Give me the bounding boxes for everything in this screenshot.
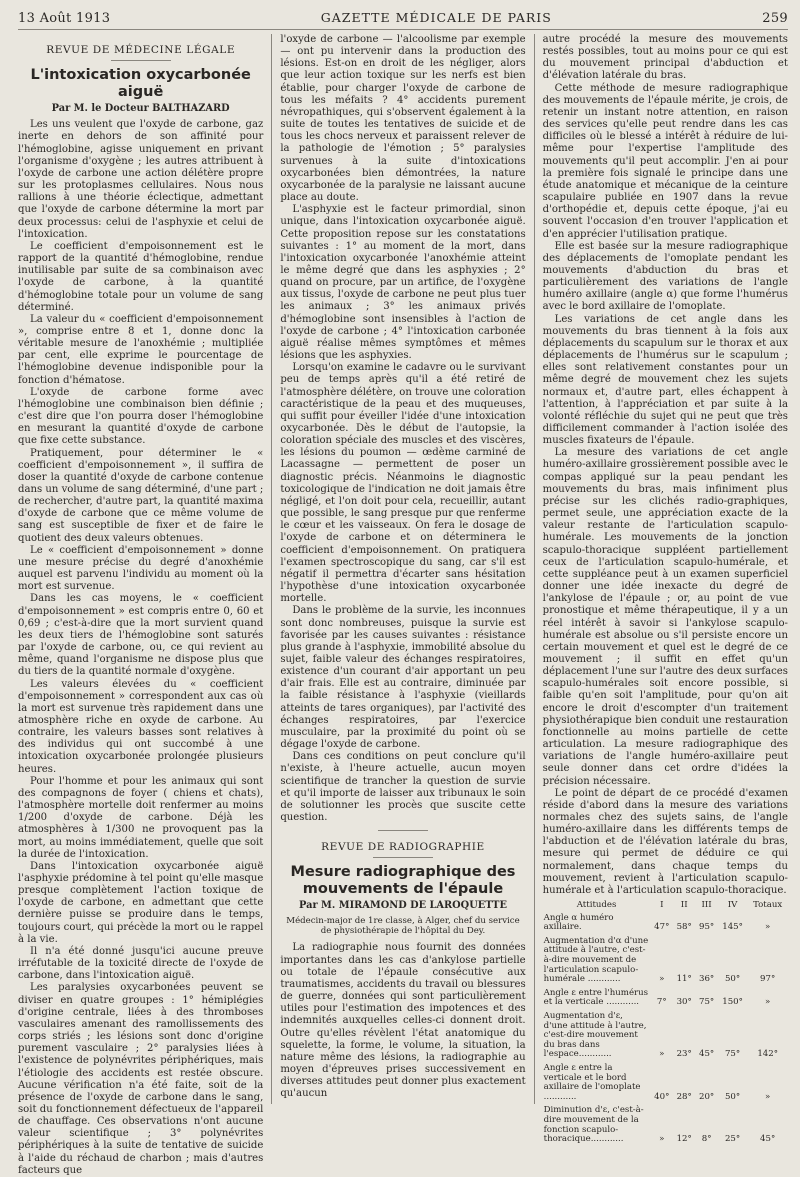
table-cell: 36° <box>699 974 715 985</box>
table-cell: 75° <box>724 1049 741 1060</box>
table-cell: 145° <box>722 922 743 933</box>
table-cell: 45° <box>699 1049 715 1060</box>
table-cell: » <box>659 974 665 985</box>
table-row <box>543 1011 788 1063</box>
table-cell: 75° <box>699 997 715 1008</box>
table-cell: 8° <box>701 1134 712 1145</box>
section-rule <box>378 830 428 831</box>
paragraph: L'oxyde de carbone forme avec l'hémoglobine une combinaison bien définie ; c'est dire que l'on pourra doser l'hémoglobine en mesurant la quantité d'oxyde de carbone que fixe cette substance. <box>18 386 264 447</box>
table-cell: 25° <box>724 1134 741 1145</box>
row-label: Diminution d'ε, c'est-à-dire mouvement de la fonction scapulo-thoracique............ <box>543 1105 644 1145</box>
table-cell: 7° <box>656 997 667 1008</box>
angle-measurement-table <box>543 901 788 1148</box>
table-row <box>543 988 788 1011</box>
table-cell: » <box>765 1091 771 1102</box>
table-cell: 30° <box>676 997 692 1008</box>
paragraph: Pratiquement, pour déterminer le « coefficient d'empoisonnement », il suffira de doser la quantité d'oxyde de carbone contenue dans un volume de sang déterminé, d'une part ; de rechercher, d'autre part, la quantité maxima d'oxyde de carbone que ce même volume de sang est susceptible de fixer et de faire le quotient des deux valeurs obtenues. <box>18 447 264 544</box>
table-cell: » <box>765 997 771 1008</box>
row-label: Angle ε entre l'humérus et la verticale ............ <box>543 987 649 1008</box>
table-cell: » <box>659 1134 665 1145</box>
article-byline-miramond: Par M. MIRAMOND DE LAROQUETTE <box>299 900 507 912</box>
table-cell: 12° <box>676 1134 692 1145</box>
page-number: 259 <box>762 11 788 26</box>
table-row <box>543 936 788 988</box>
paragraph: Cette méthode de mesure radiographique des mouvements de l'épaule mérite, je crois, de retenir un instant notre attention, en raison des services qu'elle peut rendre dans les cas difficiles où le blessé a intérêt à réduire de lui-même pour l'expertise l'amplitude des mouvements qu'il peut accomplir. J'en ai pour la première fois signalé le principe dans une étude anatomique et mécanique de la ceinture scapulaire publiée en 1907 dans la revue d'orthopédie et, depuis cette époque, j'ai eu souvent l'occasion d'en trouver l'application et d'en apprécier l'utilisation pratique. <box>542 82 788 240</box>
table-cell: 50° <box>724 974 741 985</box>
paragraph: autre procédé la mesure des mouvements restés possibles, tout au moins pour ce qui est du mouvement principal d'abduction et d'élévation latérale du bras. <box>542 34 788 82</box>
table-header-cell: Totaux <box>753 900 783 911</box>
row-label: Augmentation d'ε, d'une attitude à l'autre, c'est-dire mouvement du bras dans l'espace............ <box>543 1011 647 1060</box>
paragraph: La valeur du « coefficient d'empoisonnement », comprise entre 8 et 1, donne donc la véritable mesure de l'anoxhémie ; multipliée par cent, elle exprime le pourcentage de l'hémoglobine devenue indisponible pour la fonction d'hématose. <box>18 313 264 386</box>
table-cell: 23° <box>676 1049 692 1060</box>
table-cell: 47° <box>654 922 670 933</box>
author-affiliation: Médecin-major de 1re classe, à Alger, chef du service de physiothérapie de l'hôpital du Dey. <box>286 916 520 937</box>
paragraph: La mesure des variations de cet angle huméro-axillaire grossièrement possible avec le compas appliqué sur la peau pendant les mouvements du bras, mais infiniment plus précise sur les clichés radio-graphiques, permet seule, une appréciation exacte de la valeur restante de l'articulation scapulo-humérale. Les mouvements de la jonction scapulo-thoracique suppléent partiellement ceux de l'articulation scapulo-humérale, et cette suppléance peut à un examen superficiel donner une idée inexacte du degré de l'ankylose de l'épaule ; or, au point de vue pronostique et même thérapeutique, il y a un réel intérêt à savoir si l'ankylose scapulo-humérale est absolue ou s'il persiste encore un certain mouvement et quel est le degré de ce mouvement ; il suffit en effet qu'un déplacement l'une sur l'autre des deux surfaces scapulo-humérales soit encore possible, si faible qu'en soit l'amplitude, pour qu'on ait encore le droit d'escompter d'un traitement physiothérapique bien conduit une restauration fonctionnelle au moins partielle de cette articulation. La mesure radiographique des variations de l'angle huméro-axillaire peut seule donner dans cet ordre d'idées la précision nécessaire. <box>542 447 788 787</box>
paragraph: Elle est basée sur la mesure radiographique des déplacements de l'omoplate pendant les mouvements d'abduction du bras et particulièrement des variations de l'angle huméro axillaire (angle α) que forme l'humérus avec le bord axillaire de l'omoplate. <box>542 240 788 313</box>
paragraph: Dans ces conditions on peut conclure qu'il n'existe, à l'heure actuelle, aucun moyen scientifique de trancher la question de survie et qu'il importe de laisser aux tribunaux le soin de solutionner les procès que suscite cette question. <box>280 751 526 823</box>
paragraph: Les paralysies oxycarbonées peuvent se diviser en quatre groupes : 1° hémiplégies d'origine centrale, liées à des thromboses vasculaires amenant des ramollissements des corps striés ; les lésions sont donc d'origine purement vasculaire ; 2° paralysies liées à l'existence de polynévrites périphériques, mais l'étiologie des accidents est restée obscure. Aucune vérification n'a été faite, soit de la présence de l'oxyde de carbone dans le sang, soit du fonctionnement défectueux de l'appareil de chauffage. Ces observations n'ont aucune valeur scientifique ; 3° polynévrites périphériques à la suite de tentative de suicide à l'aide du réchaud de charbon ; mais d'autres facteurs que <box>18 982 264 1176</box>
table-row <box>543 913 788 936</box>
section-rubric-radiography: REVUE DE RADIOGRAPHIE <box>321 841 485 854</box>
section-rubric-legal-medicine: REVUE DE MÉDECINE LÉGALE <box>46 44 236 56</box>
paragraph: L'asphyxie est le facteur primordial, sinon unique, dans l'intoxication oxycarbonée aiguë. Cette proposition repose sur les constatations suivantes : 1° au moment de la mort, dans l'intoxication oxycarbonée l'anoxhémie atteint le même degré que dans les asphyxies ; 2° quand on procure, par un artifice, de l'oxygène aux tissus, l'oxyde de carbone ne peut plus tuer les animaux ; 3° les animaux privés d'hémoglobine sont insensibles à l'action de l'oxyde de carbone ; 4° l'intoxication carbonée aiguë réalise mêmes symptômes et mêmes lésions que les asphyxies. <box>280 204 526 362</box>
row-label: Angle α huméro axillaire. <box>543 912 614 933</box>
table-cell: » <box>765 922 771 933</box>
table-cell: 40° <box>654 1091 670 1102</box>
table-header-cell: I <box>660 900 664 911</box>
article-title-shoulder: Mesure radiographique des mouvements de l'épaule <box>290 864 516 898</box>
paragraph: Il n'a été donné jusqu'ici aucune preuve irréfutable de la toxicité directe de l'oxyde de carbone, dans l'intoxication aiguë. <box>18 945 264 982</box>
table-header-cell: II <box>680 900 688 911</box>
column-2 <box>280 34 525 1104</box>
table-cell: 97° <box>760 974 776 985</box>
table-row <box>543 1105 788 1147</box>
column-divider <box>271 34 272 1104</box>
journal-title: GAZETTE MÉDICALE DE PARIS <box>320 10 552 25</box>
table-cell: 142° <box>757 1049 779 1060</box>
table-header-cell: III <box>701 900 712 911</box>
running-header <box>18 10 788 30</box>
paragraph: Le « coefficient d'empoisonnement » donne une mesure précise du degré d'anoxhémie auquel est parvenu l'individu au moment où la mort est survenue. <box>18 544 264 593</box>
article-title-intoxication: L'intoxication oxycarbonée aiguë <box>30 67 251 101</box>
table-header-cell: IV <box>727 900 738 911</box>
paragraph: Les variations de cet angle dans les mouvements du bras tiennent à la fois aux déplacements du scapulum sur le thorax et aux déplacements de l'humérus sur le scapulum ; elles sont relativement constantes pour un même degré de mouvement chez les sujets normaux et, d'autre part, elles échappent à l'attention, à l'appréciation et par suite à la volonté réfléchie du sujet qui ne peut que très difficilement commander à l'action isolée des muscles fixateurs de l'épaule. <box>542 313 788 447</box>
table-cell: 28° <box>676 1091 692 1102</box>
table-cell: 20° <box>699 1091 715 1102</box>
table-header-cell: Attitudes <box>576 900 617 911</box>
paragraph: Dans l'intoxication oxycarbonée aiguë l'asphyxie prédomine à tel point qu'elle masque presque complètement l'action toxique de l'oxyde de carbone, en admettant que cette dernière puisse se produire dans le temps, toujours court, qui précède la mort ou le rappel à la vie. <box>18 860 264 945</box>
table-cell: 150° <box>722 997 743 1008</box>
table-cell: 50° <box>724 1091 741 1102</box>
paragraph: Les uns veulent que l'oxyde de carbone, gaz inerte en dehors de son affinité pour l'hémoglobine, agisse uniquement en privant l'organisme d'oxygène ; les autres attribuent à l'oxyde de carbone une action délétère propre sur les protoplasmes cellulaires. Nous nous rallions à une théorie éclectique, admettant que l'oxyde de carbone détermine la mort par deux processus: celui de l'asphyxie et celui de l'intoxication. <box>18 119 264 240</box>
paragraph: Pour l'homme et pour les animaux qui sont des compagnons de foyer ( chiens et chats), l'atmosphère mortelle doit renfermer au moins 1/200 d'oxyde de carbone. Déjà les atmosphères à 1/300 ne provoquent pas la mort, au moins immédiatement, quelle que soit la durée de l'intoxication. <box>18 775 264 860</box>
table-row <box>543 1063 788 1105</box>
column-3 <box>542 34 788 1145</box>
paragraph: l'oxyde de carbone — l'alcoolisme par exemple — ont pu intervenir dans la production des lésions. Est-on en droit de les négliger, alors que leur action toxique sur les nerfs est bien établie, pour charger l'oxyde de carbone de tous les méfaits ? 4° accidents purement névropathiques, qui s'observent également à la suite de toutes les tentatives de suicide et de tous les chocs nerveux et paraissent relever de la pathologie de l'émotion ; 5° paralysies survenues à la suite d'intoxications oxycarbonées bien démontrées, la nature oxycarbonée de la paralysie ne laissant aucune place au doute. <box>280 34 526 204</box>
paragraph: Le point de départ de ce procédé d'examen réside d'abord dans la mesure des variations normales chez des sujets sains, de l'angle huméro-axillaire dans les différents temps de l'abduction et de l'élévation latérale du bras, mesure qui permet de déduire ce qui normalement, dans chaque temps du mouvement, revient à l'articulation scapulo-humérale et à l'articulation scapulo-thoracique. <box>542 787 788 896</box>
paragraph: Les valeurs élevées du « coefficient d'empoisonnement » correspondent aux cas où la mort est survenue très rapidement dans une atmosphère riche en oxyde de carbone. Au contraire, les valeurs basses sont relatives à des individus qui ont succombé à une intoxication oxycarbonée prolongée plusieurs heures. <box>18 678 264 775</box>
table-cell: 11° <box>676 974 692 985</box>
paragraph: Lorsqu'on examine le cadavre ou le survivant peu de temps après qu'il a été retiré de l'atmosphère délétère, on trouve une coloration caractéristique de la peau et des muqueuses, qui suffit pour éveiller l'idée d'une intoxication oxycarbonée. Dès le début de l'autopsie, la coloration spéciale des muscles et des viscères, les lésions du poumon — œdème carminé de Lacassagne — permettent de poser un diagnostic précis. Néanmoins le diagnostic toxicologique de l'indication ne doit jamais être négligé, et l'on doit pour cela, recueillir, autant que possible, le sang presque pur que renferme le cœur et les vaisseaux. On fera le dosage de l'oxyde de carbone et on déterminera le coefficient d'empoisonnement. On pratiquera l'examen spectroscopique du sang, car s'il est négatif il permettra d'écarter sans hésitation l'hypothèse d'une intoxication oxycarbonée mortelle. <box>280 362 526 605</box>
row-label: Augmentation d'α d'une attitude à l'autre, c'est-à-dire mouvement de l'articulation scapulo-humérale ............ <box>543 935 649 985</box>
column-1 <box>18 34 264 1176</box>
row-label: Angle ε entre la verticale et le bord axillaire de l'omoplate ............ <box>543 1063 641 1102</box>
rubric-rule <box>373 857 433 858</box>
paragraph: La radiographie nous fournit des données importantes dans les cas d'ankylose partielle ou totale de l'épaule consécutive aux traumatismes, accidents du travail ou blessures de guerre, données qui sont particulièrement utiles pour l'estimation des impotences et des indemnités auxquelles celles-ci donnent droit. Outre qu'elles révèlent l'état anatomique du squelette, la forme, le volume, la situation, la nature même des lésions, la radiographie au moyen d'épreuves prises successivement en diverses attitudes peut donner plus exactement qu'aucun <box>280 942 526 1100</box>
table-cell: 58° <box>676 922 692 933</box>
table-cell: 95° <box>699 922 715 933</box>
article-byline-balthazard: Par M. le Docteur BALTHAZARD <box>51 103 230 115</box>
issue-date: 13 Août 1913 <box>18 11 111 26</box>
paragraph: Le coefficient d'empoisonnement est le rapport de la quantité d'hémoglobine, rendue inutilisable par suite de sa combinaison avec l'oxyde de carbone, à la quantité d'hémoglobine totale pour un volume de sang déterminé. <box>18 240 264 313</box>
table-header-row <box>543 901 788 913</box>
table-cell: » <box>659 1049 665 1060</box>
table-cell: 45° <box>760 1134 776 1145</box>
paragraph: Dans le problème de la survie, les inconnues sont donc nombreuses, puisque la survie est favorisée par les causes suivantes : résistance plus grande à l'asphyxie, immobilité absolue du sujet, faible valeur des échanges respiratoires, existence d'un courant d'air apportant un peu d'air frais. Elle est au contraire, diminuée par la faible résistance à l'asphyxie (vieillards atteints de tares organiques), par l'activité des échanges respiratoires, par l'exercice musculaire, par la proximité du point où se dégage l'oxyde de carbone. <box>280 605 526 751</box>
rubric-rule <box>111 60 171 61</box>
column-divider <box>534 34 535 1104</box>
paragraph: Dans les cas moyens, le « coefficient d'empoisonnement » est compris entre 0, 60 et 0,69 ; c'est-à-dire que la mort survient quand les deux tiers de l'hémoglobine sont saturés par l'oxyde de carbone, ou, ce qui revient au même, quand l'organisme ne dispose plus que du tiers de la quantité normale d'oxygène. <box>18 593 264 678</box>
